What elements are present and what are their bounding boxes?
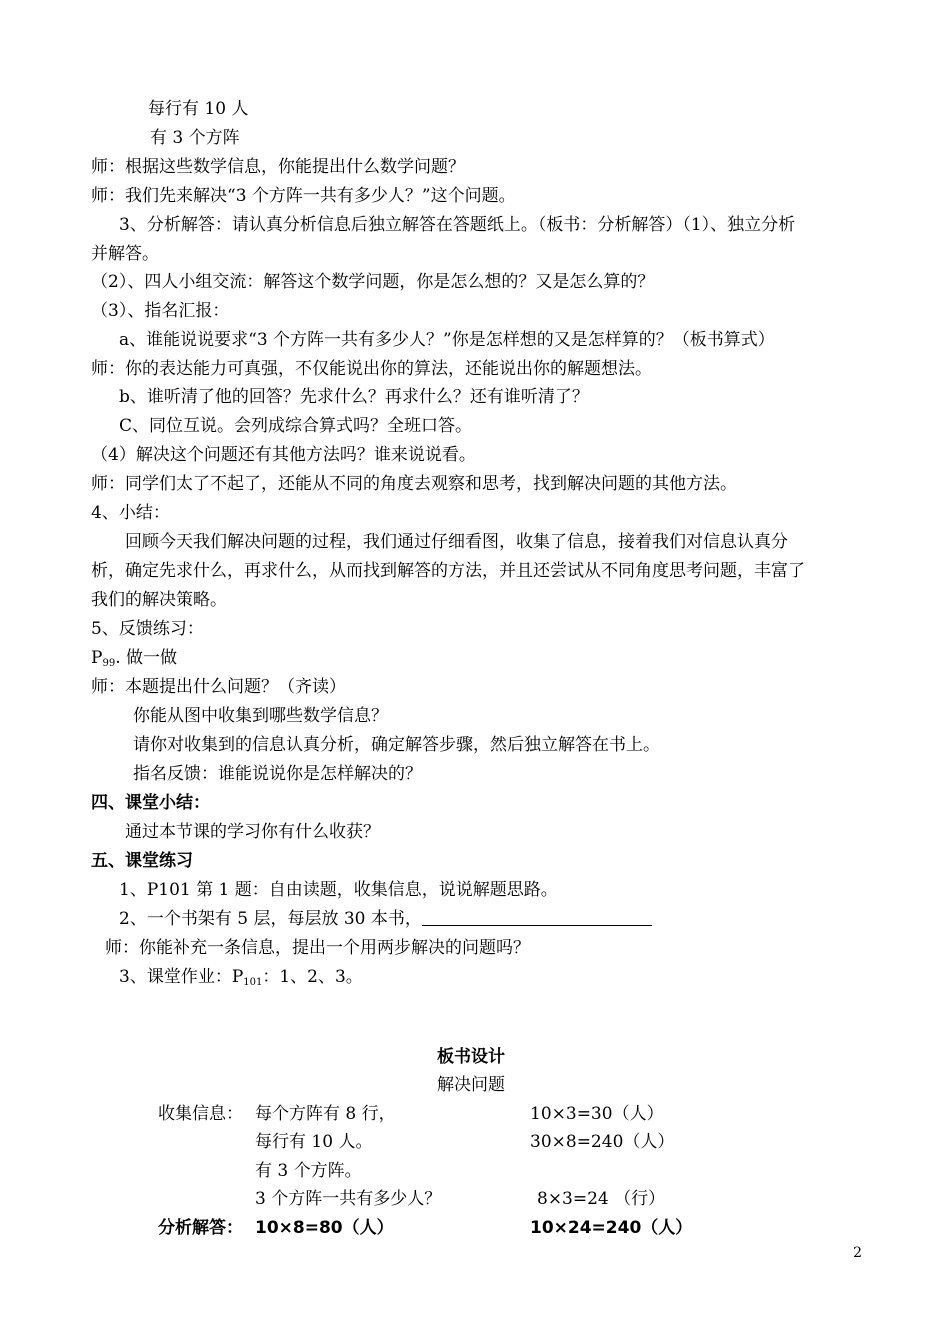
text-line: 3、分析解答：请认真分析信息后独立解答在答题纸上。（板书：分析解答）（1）、独立分析 [119,215,796,235]
text-line: （3）、指名汇报： [91,301,230,321]
page-ref: P [91,648,103,668]
text-line: 每行有 10 人 [148,99,249,119]
board-analyze: 10×24=240（人） [530,1218,693,1238]
text-line: b、谁听清了他的回答？先求什么？再求什么？还有谁听清了？ [119,387,589,407]
section-heading: 四、课堂小结： [91,793,210,813]
text-line: 请你对收集到的信息认真分析，确定解答步骤，然后独立解答在书上。 [133,735,660,755]
text-span: 3、课堂作业：P [119,967,244,987]
board-title: 板书设计 [437,1047,505,1067]
text-line [119,965,363,995]
text-line [119,907,652,931]
text-line: 你能从图中收集到哪些数学信息？ [133,706,388,726]
text-span: ：1、2、3。 [262,967,363,987]
answer-blank [422,909,652,926]
text-line: 师：同学们太了不起了，还能从不同的角度去观察和思考，找到解决问题的其他方法。 [91,474,737,494]
board-info: 3 个方阵一共有多少人？ [255,1189,442,1209]
section-heading: 五、课堂练习 [91,851,193,871]
text-line: a、谁能说说要求“3 个方阵一共有多少人？”你是怎样想的又是怎样算的？（板书算式） [119,330,775,350]
board-info: 有 3 个方阵。 [255,1161,362,1181]
text-line: 师：本题提出什么问题？（齐读） [91,677,346,697]
text-line: 并解答。 [91,244,159,264]
board-analyze: 10×8=80（人） [255,1218,394,1238]
board-analyze-label: 分析解答： [158,1218,243,1238]
board-collect-label: 收集信息： [158,1104,243,1124]
board-calc: 8×3=24 （行） [537,1189,666,1209]
text-line: 师：根据这些数学信息，你能提出什么数学问题？ [91,157,465,177]
text-line: 回顾今天我们解决问题的过程，我们通过仔细看图，收集了信息，接着我们对信息认真分 [125,532,788,552]
text-line: C、同位互说。会列成综合算式吗？全班口答。 [119,416,473,436]
text-span: . 做一做 [115,648,177,668]
board-calc: 10×3=30（人） [530,1104,664,1124]
text-line: 指名反馈：谁能说说你是怎样解决的？ [133,764,422,784]
text-line: 1、P101 第 1 题：自由读题，收集信息，说说解题思路。 [119,880,558,900]
board-info: 每个方阵有 8 行， [255,1104,396,1124]
text-line: 4、小结： [91,503,170,523]
text-line: 5、反馈练习： [91,619,204,639]
text-line [91,646,177,676]
text-line: 有 3 个方阵 [150,128,240,148]
page-number: 2 [853,1245,862,1261]
text-span: 2、一个书架有 5 层，每层放 30 本书， [119,909,422,929]
page-ref-number: 101 [243,977,263,988]
text-line: （2）、四人小组交流：解答这个数学问题，你是怎么想的？又是怎么算的？ [91,272,655,292]
text-line: 师：我们先来解决“3 个方阵一共有多少人？”这个问题。 [91,186,516,206]
text-line: 通过本节课的学习你有什么收获？ [125,822,380,842]
text-line: 析，确定先求什么，再求什么，从而找到解答的方法，并且还尝试从不同角度思考问题，丰富了 [91,561,805,581]
text-line: 师：你能补充一条信息，提出一个用两步解决的问题吗？ [105,938,530,958]
text-line: 我们的解决策略。 [91,590,227,610]
text-line: 师：你的表达能力可真强，不仅能说出你的算法，还能说出你的解题想法。 [91,359,652,379]
text-line: （4）解决这个问题还有其他方法吗？谁来说说看。 [91,445,476,465]
board-subtitle: 解决问题 [437,1075,505,1095]
board-info: 每行有 10 人。 [255,1132,373,1152]
page-ref-number: 99 [102,658,116,669]
board-calc: 30×8=240（人） [530,1132,675,1152]
